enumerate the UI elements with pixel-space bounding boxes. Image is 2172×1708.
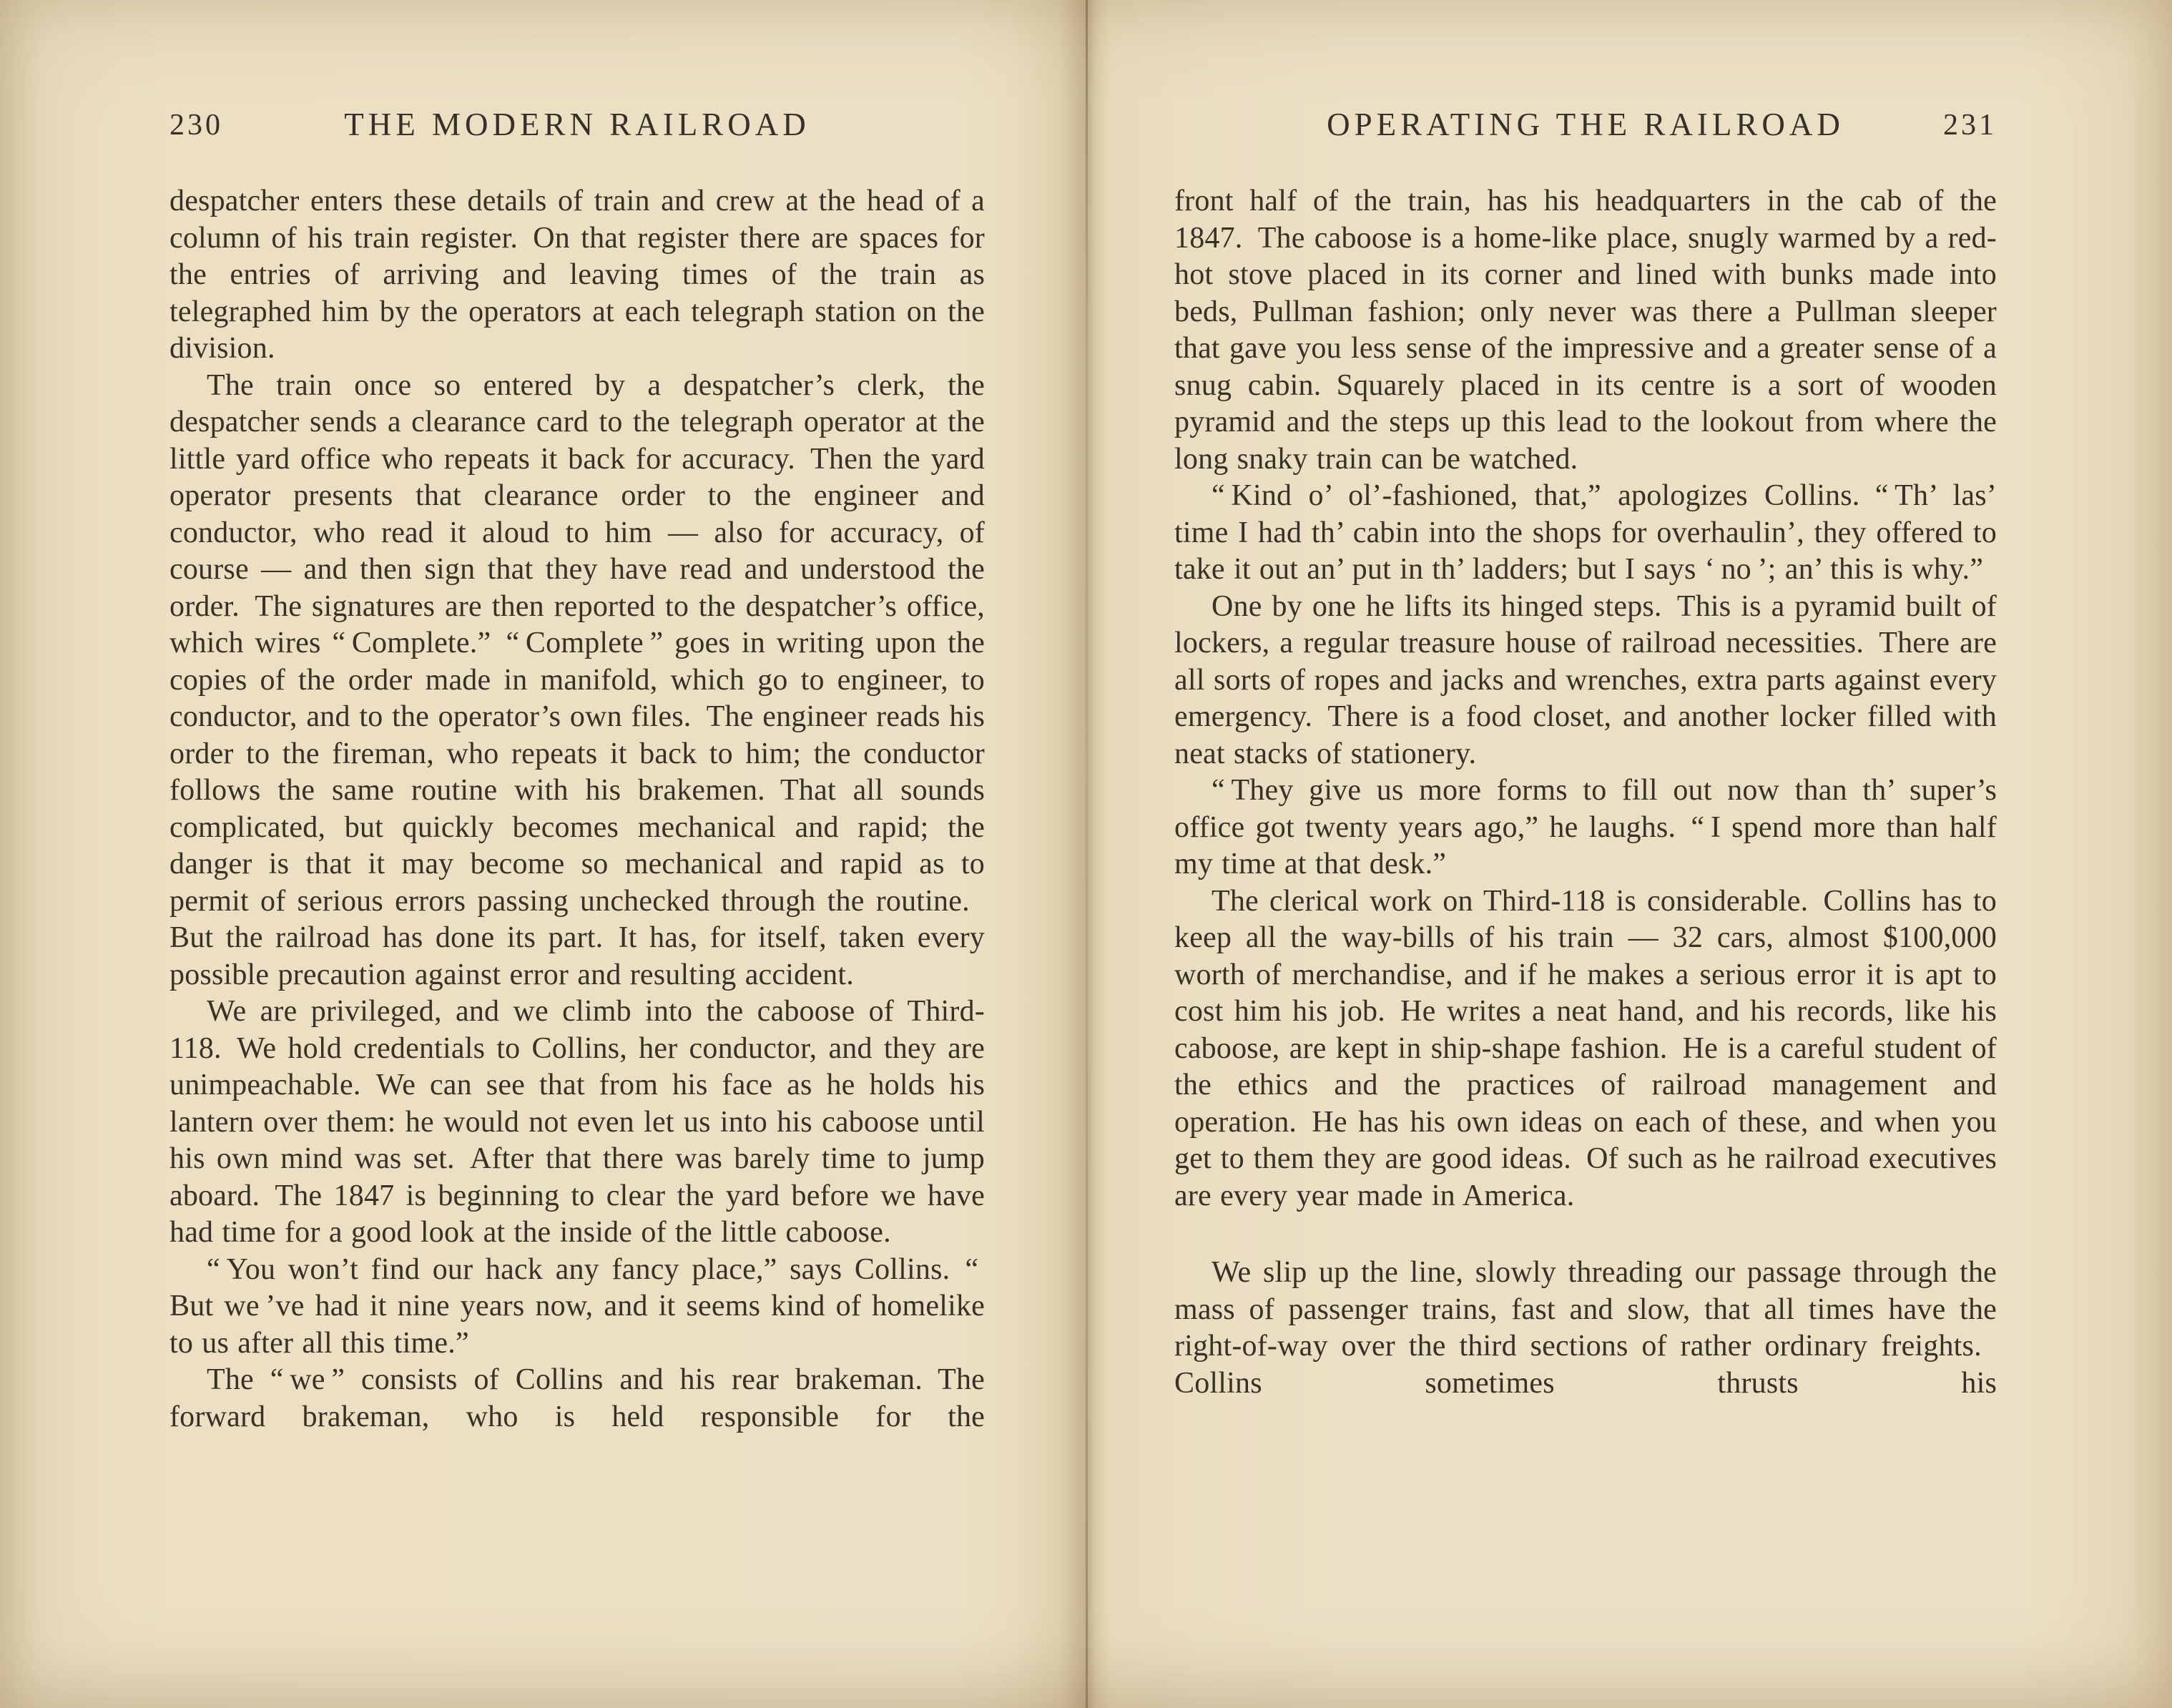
paragraph: front half of the train, has his headquarters in the cab of the 1847. The caboose is a home-like place, snugly warmed by a red-hot stove placed in its corner and lined with bunks made into beds, Pullman fashion; only never was there a Pullman sleeper that gave you less sense of the impressive and a greater sense of a snug cabin. Squarely placed in its centre is a sort of wooden pyramid and the steps up this lead to the lookout from where the long snaky train can be watched. bbox=[1174, 185, 1997, 476]
running-head-left: THE MODERN RAILROAD bbox=[344, 107, 810, 142]
running-head-right: OPERATING THE RAILROAD bbox=[1327, 107, 1844, 142]
gutter-shadow bbox=[1012, 0, 1162, 1708]
page-left bbox=[169, 106, 985, 1435]
page-header-right bbox=[1174, 106, 1997, 147]
paragraph: “ You won’t find our hack any fancy place,” says Collins. “ But we ’ve had it nine years now, and it seems kind of homelike to us after all this time.” bbox=[169, 1252, 985, 1360]
page-header-left bbox=[169, 106, 985, 147]
paragraph: The clerical work on Third-118 is considerable. Collins has to keep all the way-bills of his train — 32 cars, almost $100,000 worth of merchandise, and if he makes a serious error it is apt to cost him his job. He writes a neat hand, and his records, like his caboose, are kept in ship-shape fashion. He is a careful student of the ethics and the practices of railroad management and operation. He has his own ideas on each of these, and when you get to them they are good ideas. Of such as he railroad executives are every year made in America. bbox=[1174, 884, 1997, 1212]
page-number-left: 230 bbox=[169, 109, 223, 142]
paragraph: One by one he lifts its hinged steps. This is a pyramid built of lockers, a regular treasure house of railroad necessities. There are all sorts of ropes and jacks and wrenches, extra parts against every emergency. There is a food closet, and another locker filled with neat stacks of stationery. bbox=[1174, 589, 1997, 770]
page-number-right: 231 bbox=[1943, 109, 1997, 142]
paragraph: despatcher enters these details of train and crew at the head of a column of his train register. On that register there are spaces for the entries of arriving and leaving times of the train as telegraphed him by the operators at each telegraph station on the division. bbox=[169, 185, 985, 365]
page-right bbox=[1174, 106, 1997, 1402]
paragraph: We are privileged, and we climb into the caboose of Third-118. We hold credentials to Collins, her conductor, and they are unimpeachable. We can see that from his face as he holds his lantern over them: he would not even let us into his caboose until his own mind was set. After that there was barely time to jump aboard. The 1847 is beginning to clear the yard before we have had time for a good look at the inside of the little caboose. bbox=[169, 995, 985, 1249]
paragraph: “ Kind o’ ol’-fashioned, that,” apologizes Collins. “ Th’ las’ time I had th’ cabin into the shops for overhaulin’, they offered to take it out an’ put in th’ ladders; but I says ‘ no ’; an’ this is why.” bbox=[1174, 479, 1997, 586]
book-fold-crease bbox=[1086, 0, 1088, 1708]
paragraph: We slip up the line, slowly threading our passage through the mass of passenger trains, fast and slow, that all times have the right-of-way over the third sections of rather ordinary freights. Collins sometimes thrusts his bbox=[1174, 1256, 1997, 1400]
paragraph: The “ we ” consists of Collins and his rear brakeman. The forward brakeman, who is held responsible for the bbox=[169, 1363, 985, 1433]
page-body-right bbox=[1174, 183, 1997, 1402]
page-body-left bbox=[169, 183, 985, 1435]
paragraph: “ They give us more forms to fill out now than th’ super’s office got twenty years ago,” he laughs. “ I spend more than half my time at that desk.” bbox=[1174, 774, 1997, 880]
paragraph: The train once so entered by a despatcher’s clerk, the despatcher sends a clearance card to the telegraph operator at the little yard office who repeats it back for accuracy. Then the yard operator presents that clearance order to the engineer and conductor, who read it aloud to him — also for accuracy, of course — and then sign that they have read and understood the order. The signatures are then reported to the despatcher’s office, which wires “ Complete.” “ Complete ” goes in writing upon the copies of the order made in manifold, which go to engineer, to conductor, and to the operator’s own files. The engineer reads his order to the fireman, who repeats it back to him; the conductor follows the same routine with his brakemen. That all sounds complicated, but quickly becomes mechanical and rapid; the danger is that it may become so mechanical and rapid as to permit of serious errors passing unchecked through the routine. But the railroad has done its part. It has, for itself, taken every possible precaution against error and resulting accident. bbox=[169, 368, 985, 991]
